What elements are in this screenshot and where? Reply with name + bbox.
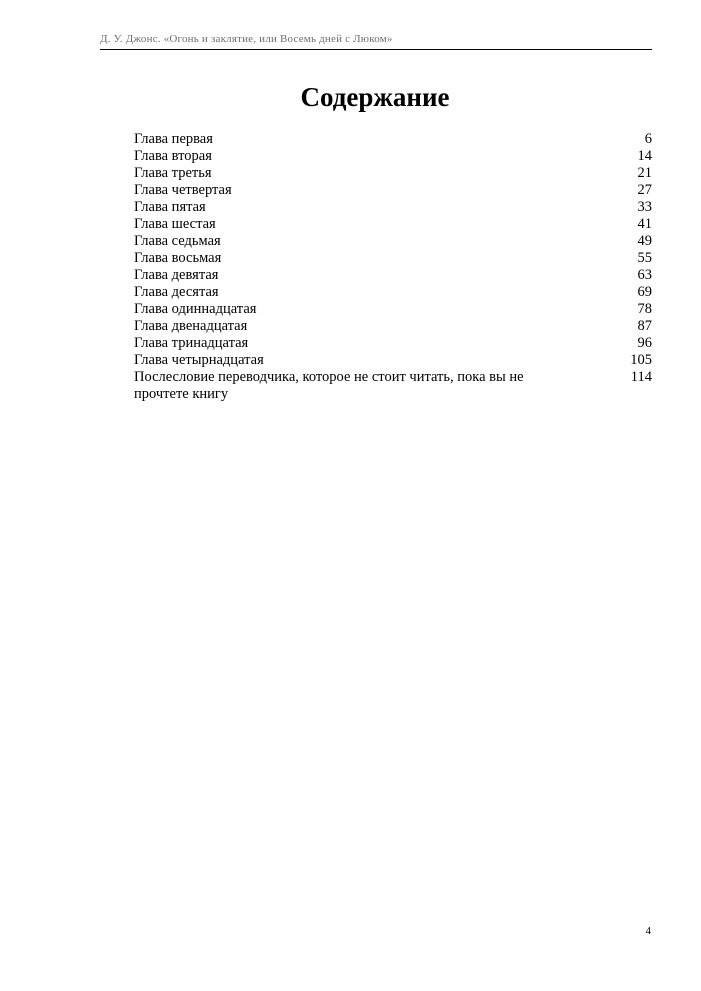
toc-entry-label: Глава третья	[134, 165, 212, 181]
toc-entry-label: Глава десятая	[134, 284, 219, 300]
toc-entry-page: 21	[637, 165, 652, 181]
header-divider	[100, 49, 652, 50]
toc-entry-page: 33	[637, 199, 652, 215]
toc-entry-page: 63	[637, 267, 652, 283]
toc-entry-page: 78	[637, 301, 652, 317]
toc-entry-label: Глава восьмая	[134, 250, 222, 266]
page-number: 4	[645, 925, 651, 937]
toc-entry[interactable]	[134, 267, 652, 284]
toc-entry[interactable]	[134, 199, 652, 216]
toc-entry-label: Глава вторая	[134, 148, 212, 164]
toc-entry-label: Глава четвертая	[134, 182, 232, 198]
toc-entry[interactable]	[134, 352, 652, 369]
page-title: Содержание	[300, 82, 450, 112]
toc-entry[interactable]	[134, 318, 652, 335]
toc-entry[interactable]	[134, 233, 652, 250]
toc-entry-page: 6	[644, 131, 652, 147]
toc-entry-label: Глава двенадцатая	[134, 318, 248, 334]
toc-entry-page: 69	[637, 284, 652, 300]
toc-entry-label: Глава девятая	[134, 267, 219, 283]
toc-entry-page: 114	[630, 369, 652, 385]
toc-entry-page: 105	[630, 352, 652, 368]
toc-entry[interactable]	[134, 148, 652, 165]
toc-entry[interactable]	[134, 284, 652, 301]
toc-entry[interactable]	[134, 216, 652, 233]
toc-entry-label: Глава первая	[134, 131, 213, 147]
running-header: Д. У. Джонс. «Огонь и заклятие, или Восемь дней с Люком»	[100, 33, 393, 45]
toc-entry[interactable]	[134, 131, 652, 148]
toc-entry-label: Глава седьмая	[134, 233, 221, 249]
toc-entry-page: 14	[637, 148, 652, 164]
toc-entry-label: Глава четырнадцатая	[134, 352, 264, 368]
toc-entry[interactable]	[134, 369, 652, 403]
table-of-contents	[134, 131, 652, 403]
toc-entry[interactable]	[134, 165, 652, 182]
toc-entry-label: Глава шестая	[134, 216, 216, 232]
toc-entry[interactable]	[134, 301, 652, 318]
toc-entry-label: Глава одиннадцатая	[134, 301, 257, 317]
toc-entry-page: 27	[637, 182, 652, 198]
toc-entry[interactable]	[134, 250, 652, 267]
toc-entry-page: 96	[637, 335, 652, 351]
toc-entry[interactable]	[134, 335, 652, 352]
toc-entry-label: Глава пятая	[134, 199, 206, 215]
toc-entry-page: 87	[637, 318, 652, 334]
toc-entry[interactable]	[134, 182, 652, 199]
toc-entry-label: Глава тринадцатая	[134, 335, 249, 351]
toc-entry-label: Послесловие переводчика, которое не стоит читать, пока вы не прочтете книгу	[134, 369, 524, 402]
toc-entry-page: 55	[637, 250, 652, 266]
toc-entry-page: 41	[637, 216, 652, 232]
toc-entry-page: 49	[637, 233, 652, 249]
